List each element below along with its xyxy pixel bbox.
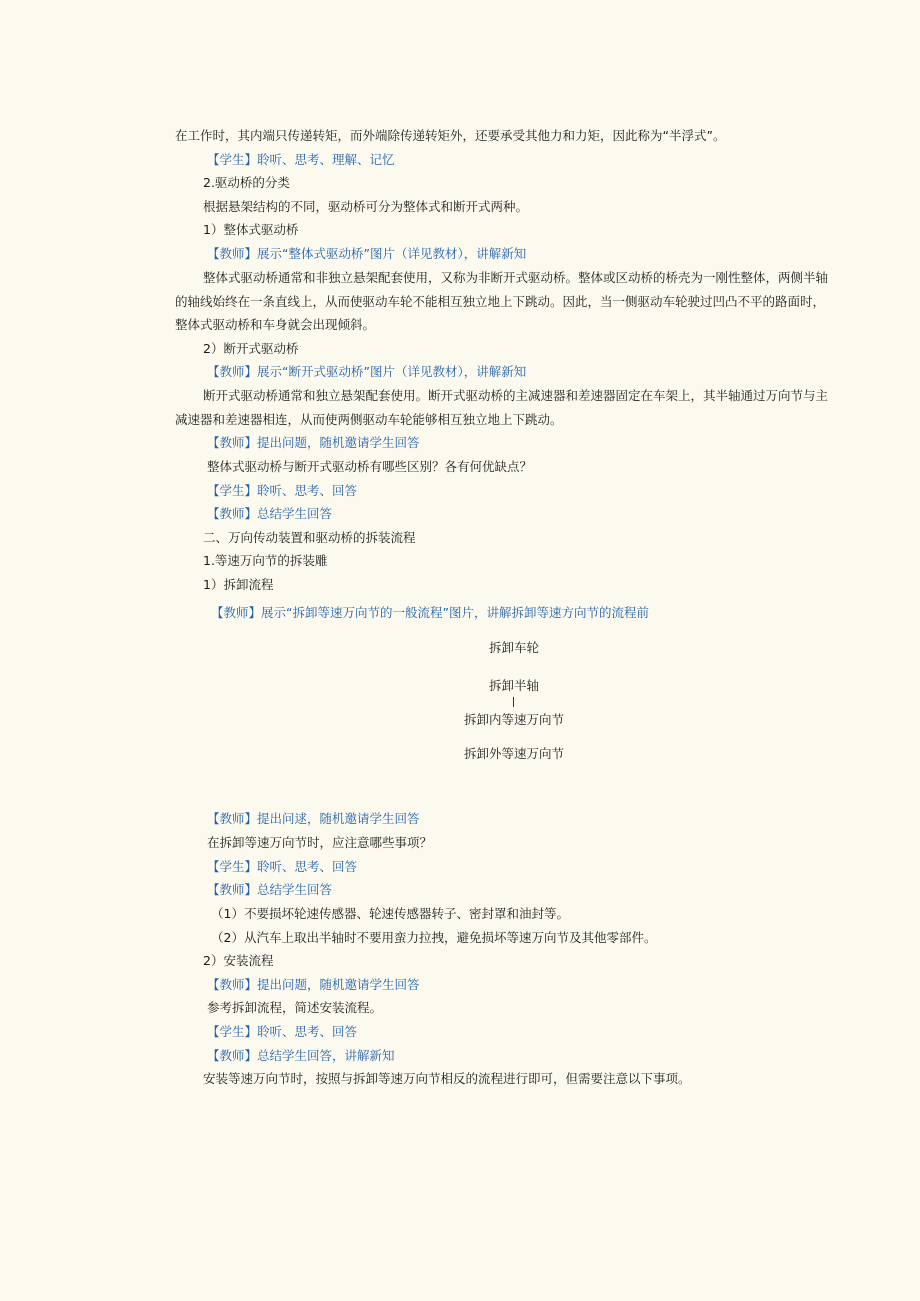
paragraph: 减速器和差速器相连，从而使两侧驱动车轮能够相互独立地上下跳动。 — [175, 412, 563, 427]
flow-step: 拆卸半轴 — [488, 678, 539, 693]
paragraph: 根据悬架结构的不同，驱动桥可分为整体式和断开式两种。 — [203, 199, 529, 214]
teacher-activity: 【教师】总结学生回答，讲解新知 — [207, 1048, 395, 1063]
student-activity: 【学生】聆听、思考、回答 — [207, 859, 358, 874]
teacher-activity: 【教师】总结学生回答 — [207, 882, 333, 897]
teacher-activity: 【教师】提出问逑，随机邀请学生回答 — [207, 811, 420, 826]
teacher-activity: 【教师】总结学生回答 — [207, 506, 333, 521]
teacher-activity: 【教师】展示“断开式驱动桥”图片（详见教材），讲解新知 — [207, 364, 527, 379]
question: 整体式驱动桥与断开式驱动桥有哪些区别？各有何优缺点？ — [207, 459, 533, 474]
teacher-activity: 【教师】提出问题，随机邀请学生回答 — [207, 435, 420, 450]
subsection-heading: 1）拆卸流程 — [203, 577, 274, 592]
flow-step: 拆卸外等速万向节 — [463, 746, 564, 761]
teacher-activity: 【教师】展示“整体式驱动桥”图片（详见教材），讲解新知 — [207, 246, 527, 261]
question: 参考拆卸流程，简述安装流程。 — [207, 1000, 383, 1015]
paragraph: 断开式驱动桥通常和独立悬架配套使用。断开式驱动桥的主减速器和差速器固定在车架上，其半轴通过万向节与主 — [203, 388, 829, 403]
student-activity: 【学生】聆听、思考、理解、记忆 — [207, 152, 395, 167]
paragraph: 的轴线始终在一条直线上，从而使驱动车轮不能相互独立地上下跳动。因此，当一侧驱动车轮驶过凹凸不平的路面时， — [175, 294, 826, 309]
list-item: （2）从汽车上取出半轴时不要用蛮力拉拽，避免损坏等速万向节及其他零部件。 — [211, 930, 657, 945]
paragraph: 整体式驱动桥通常和非独立悬架配套使用，又称为非断开式驱动桥。整体或区动桥的桥壳为一刚性整体，两侧半轴 — [203, 270, 829, 285]
paragraph: 安装等速万向节时，按照与拆卸等速万向节相反的流程进行即可，但需要注意以下事项。 — [203, 1071, 691, 1086]
paragraph-continuation: 在工作时，其内端只传递转矩，而外端除传递转矩外，还要承受其他力和力矩，因此称为“半浮式”。 — [175, 128, 726, 143]
list-item: （1）不要损坏轮速传感器、轮速传感器转子、密封罩和油封等。 — [211, 906, 569, 921]
subsection-heading: 2）断开式驱动桥 — [203, 341, 299, 356]
question: 在拆卸等速万向节时，应注意哪些事项？ — [207, 835, 433, 850]
section-heading: 1.等速万向节的拆装雕 — [203, 553, 328, 568]
paragraph: 整体式驱动桥和车身就会出现倾斜。 — [175, 317, 376, 332]
flow-step: 拆卸内等速万向节 — [463, 712, 564, 727]
student-activity: 【学生】聆听、思考、回答 — [207, 1024, 358, 1039]
flow-arrow — [513, 697, 514, 707]
subsection-heading: 2）安装流程 — [203, 953, 274, 968]
flow-step: 拆卸车轮 — [488, 640, 539, 655]
teacher-activity: 【教师】提出问题，随机邀请学生回答 — [207, 977, 420, 992]
section-heading: 二、万向传动装置和驱动桥的拆装流程 — [203, 530, 416, 545]
section-heading: 2.驱动桥的分类 — [203, 175, 290, 190]
subsection-heading: 1）整体式驱动桥 — [203, 222, 299, 237]
student-activity: 【学生】聆听、思考、回答 — [207, 483, 358, 498]
teacher-activity: 【教师】展示“拆卸等速万向节的一般流程”图片，讲解拆卸等速方向节的流程前 — [211, 605, 649, 620]
